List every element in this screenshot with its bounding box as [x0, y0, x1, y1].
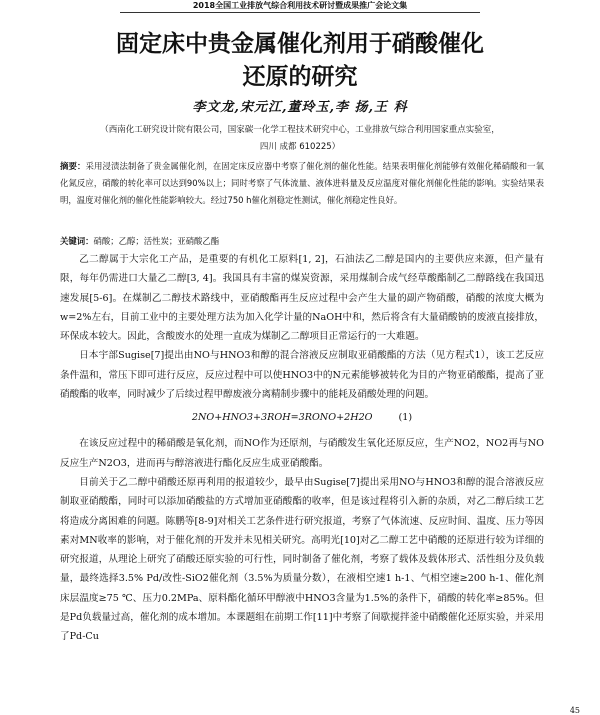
- keywords: [60, 234, 544, 248]
- affiliation: [30, 122, 570, 156]
- running-header: 2018全国工业排放气综合利用技术研讨暨成果推广会论文集: [120, 0, 480, 13]
- affiliation-line-2: 四川 成都 610225）: [259, 142, 341, 152]
- paper-title: [60, 28, 540, 94]
- paragraph-reaction: 在该反应过程中的稀硝酸是氧化剂，而NO作为还原剂，与硝酸发生氧化还原反应，生产NO2，NO2再与NO反应生产N2O3，进而再与醇溶液进行酯化反应生成亚硝酸酯。: [60, 438, 544, 469]
- author-list: 李文龙,宋元江,董玲玉,李 扬,王 科: [192, 100, 408, 115]
- abstract-label: 摘要：: [60, 161, 86, 171]
- keywords-text: 硝酸；乙醇；活性炭；亚硝酸乙酯: [93, 236, 220, 246]
- equation-1: [60, 408, 544, 428]
- paragraph-review: 目前关于乙二醇中硝酸还原再利用的报道较少，最早由Sugise[7]提出采用NO与HNO3和醇的混合溶液反应制取亚硝酸酯，同时可以添加硝酸盐的方式增加亚硝酸酯的收率，但是该过程将引入新的杂质，对乙二醇后续工艺将造成分离困难的问题。陈鹏等[8-9]对相关工艺条件进行研究报道，考察了气体流速、反应时间、温度、压力等因素对MN收率的影响，对于催化剂的开发并未见相关研究。高明光[10]对乙二醇工艺中硝酸的还原进行较为详细的研究报道，从理论上研究了硝酸还原实验的可行性，同时制备了催化剂，考察了载体及载体形式、活性组分及负载量，最终选择3.5% Pd/改性-SiO2催化剂（3.5%为质量分数），在液相空速1 h-1、气相空速≥200 h-1、催化剂床层温度≥75 ℃、压力0.2MPa、原料酯化循环甲醇液中HNO3含量为1.5%的条件下，硝酸的转化率≥85%。但是Pd负载量过高，催化剂的成本增加。本课题组在前期工作[11]中考察了间歇搅拌釜中硝酸催化还原实验，并采用了Pd-Cu: [60, 476, 544, 643]
- equation-formula: 2NO+HNO3+3ROH=3RONO+2H2O: [191, 412, 373, 424]
- paragraph-sugise: 日本宇部Sugise[7]提出由NO与HNO3和醇的混合溶液反应制取亚硝酸酯的方法（见方程式1），该工艺反应条件温和，常压下即可进行反应，反应过程中可以使HNO3中的N元素能够被转化为目的产物亚硝酸酯，提高了亚硝酸酯的收率，同时减少了后续过程甲醇废液分离精制步骤中的能耗及硝酸处理的问题。: [60, 350, 544, 401]
- equation-number: (1): [398, 412, 413, 424]
- title-line-1: 固定床中贵金属催化剂用于硝酸催化: [116, 31, 484, 57]
- abstract-text: 采用浸渍法制备了贵金属催化剂，在固定床反应器中考察了催化剂的催化性能。结果表明催化剂能够有效催化稀硝酸和一氧化氮反应，硝酸的转化率可以达到90%以上；同时考察了气体流量、液体进料量及反应温度对催化剂催化性能的影响。实验结果表明，温度对催化剂的催化性能影响较大。经过750 h催化剂稳定性测试，催化剂稳定性良好。: [60, 161, 545, 206]
- keywords-label: 关键词：: [60, 236, 94, 246]
- body-text: [60, 250, 544, 647]
- paragraph-intro: 乙二醇属于大宗化工产品，是重要的有机化工原料[1, 2]，石油法乙二醇是国内的主要供应来源，但产量有限，每年仍需进口大量乙二醇[3, 4]。我国具有丰富的煤炭资源，采用煤制合成气经草酸酯制乙二醇路线在我国迅速发展[5-6]。在煤制乙二醇技术路线中，亚硝酸酯再生反应过程中会产生大量的副产物硝酸，硝酸的浓度大概为w=2%左右，目前工业中的主要处理方法为加入化学计量的NaOH中和，然后将含有大量硝酸钠的废液直接排放，环保成本较大。因此，含酸废水的处理一直成为煤制乙二醇项目正常运行的一大难题。: [60, 254, 544, 343]
- abstract: [60, 158, 544, 210]
- page-number: 45: [569, 706, 580, 715]
- title-line-2: 还原的研究: [242, 64, 358, 90]
- affiliation-line-1: （西南化工研究设计院有限公司，国家碳一化学工程技术研究中心，工业排放气综合利用国家重点实验室，: [100, 125, 500, 135]
